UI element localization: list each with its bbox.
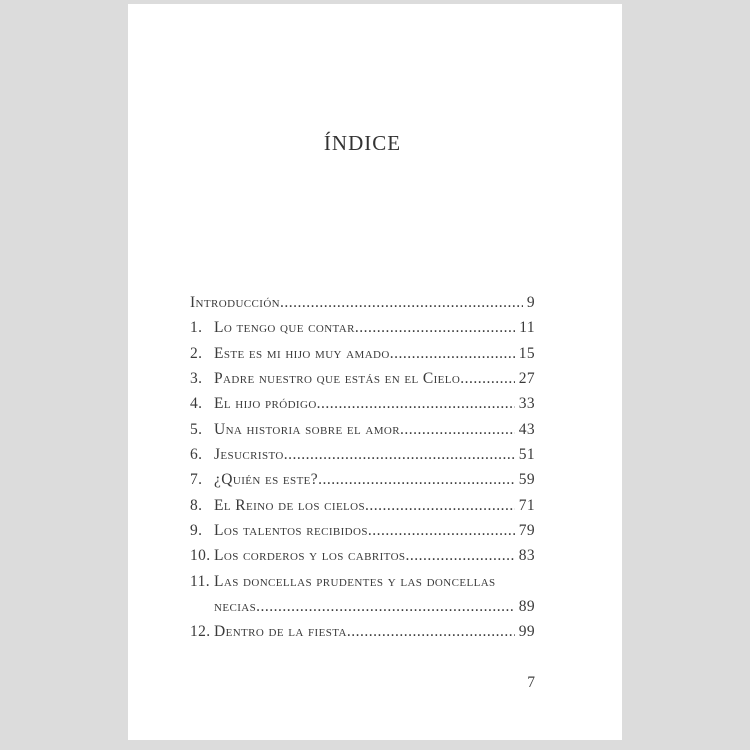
toc-entry-line	[214, 391, 535, 416]
toc-entry	[190, 467, 535, 492]
toc-entry-line	[214, 619, 535, 644]
toc-leader-dots	[347, 619, 515, 644]
toc-entry	[190, 417, 535, 442]
toc-entry-page: 43	[518, 420, 535, 438]
toc-entry-title: Los corderos y los cabritos	[214, 547, 406, 565]
toc-entry-title: Las doncellas prudentes y las doncellas	[214, 572, 496, 590]
toc-entry-body	[214, 366, 535, 391]
toc-entry-page: 15	[518, 344, 535, 362]
toc-entry-body	[214, 467, 535, 492]
toc-entry-title: El Reino de los cielos	[214, 496, 366, 514]
toc-leader-dots	[280, 290, 523, 315]
book-page	[128, 4, 622, 740]
toc-entry	[190, 619, 535, 644]
toc-leader-dots	[284, 442, 515, 467]
toc-entry-body	[214, 518, 535, 543]
toc-entry-page: 79	[518, 522, 535, 540]
toc-leader-dots	[355, 315, 515, 340]
toc-entry-body	[214, 543, 535, 568]
toc-entry-page: 27	[518, 370, 535, 388]
toc-entry-body	[214, 619, 535, 644]
toc-entry	[190, 543, 535, 568]
toc-entry-title: ¿Quién es este?	[214, 471, 319, 489]
toc-entry-number: 5.	[190, 420, 203, 438]
toc-entry-page: 71	[518, 496, 535, 514]
toc-entry-body	[214, 341, 535, 366]
toc-entry-line	[214, 417, 535, 442]
toc-entry	[190, 341, 535, 366]
toc-entry-number: 11.	[190, 572, 210, 590]
toc-entry-number: 2.	[190, 344, 203, 362]
toc-entry-line	[214, 366, 535, 391]
toc-entry-number: 12.	[190, 623, 211, 641]
toc-entry-title: Jesucristo	[214, 446, 284, 464]
page-number: 7	[527, 673, 535, 691]
toc-leader-dots	[460, 366, 514, 391]
toc-entry-line	[214, 543, 535, 568]
toc-entry-title: Una historia sobre el amor	[214, 420, 401, 438]
toc-entry-body	[214, 417, 535, 442]
table-of-contents	[190, 290, 535, 645]
toc-entry-body	[214, 391, 535, 416]
toc-entry	[190, 518, 535, 543]
toc-entry-line	[190, 290, 535, 315]
toc-leader-dots	[390, 341, 515, 366]
toc-leader-dots	[400, 417, 515, 442]
toc-entry-number: 7.	[190, 471, 203, 489]
toc-entry-number: 1.	[190, 319, 203, 337]
toc-entry-line	[214, 341, 535, 366]
toc-entry	[190, 493, 535, 518]
toc-entry	[190, 391, 535, 416]
toc-entry-page: 11	[519, 319, 535, 337]
toc-entry-number: 10.	[190, 547, 211, 565]
toc-entry-number: 4.	[190, 395, 203, 413]
toc-entry	[190, 366, 535, 391]
toc-entry-title: Padre nuestro que estás en el Cielo	[214, 370, 461, 388]
toc-entry-line	[214, 442, 535, 467]
toc-entry-body	[214, 315, 535, 340]
toc-entry-number: 9.	[190, 522, 203, 540]
toc-entry-body	[214, 442, 535, 467]
toc-entry-title: Dentro de la fiesta	[214, 623, 347, 641]
toc-leader-dots	[317, 391, 515, 416]
toc-leader-dots	[318, 467, 515, 492]
toc-entry-body	[214, 569, 535, 620]
toc-entry-page: 59	[518, 471, 535, 489]
toc-entry-number: 8.	[190, 496, 203, 514]
toc-entry-line	[214, 594, 535, 619]
toc-entry-page: 99	[518, 623, 535, 641]
toc-entry-title-continued: necias	[214, 598, 257, 616]
toc-entry-line	[214, 315, 535, 340]
toc-entry-page: 83	[518, 547, 535, 565]
toc-entry-title: Introducción	[190, 294, 281, 311]
toc-entry-line	[214, 493, 535, 518]
toc-leader-dots	[405, 543, 514, 568]
toc-entry-title: Este es mi hijo muy amado	[214, 344, 390, 362]
toc-entry-line	[214, 518, 535, 543]
toc-leader-dots	[256, 594, 515, 619]
toc-leader-dots	[365, 493, 515, 518]
toc-entry	[190, 290, 535, 315]
toc-entry-body	[190, 290, 535, 315]
toc-leader-dots	[368, 518, 515, 543]
toc-entry-number: 3.	[190, 370, 203, 388]
toc-entry-page: 9	[526, 294, 535, 311]
toc-entry-body	[214, 493, 535, 518]
toc-entry-title: El hijo pródigo	[214, 395, 317, 413]
toc-entry-page: 33	[518, 395, 535, 413]
toc-entry-line	[214, 569, 535, 594]
toc-entry-title: Lo tengo que contar	[214, 319, 355, 337]
toc-entry-page: 89	[518, 598, 535, 616]
toc-entry-line	[214, 467, 535, 492]
page-title: ÍNDICE	[323, 131, 402, 155]
toc-entry	[190, 569, 535, 620]
toc-entry-page: 51	[518, 446, 535, 464]
toc-entry	[190, 315, 535, 340]
toc-entry-title: Los talentos recibidos	[214, 522, 368, 540]
toc-entry	[190, 442, 535, 467]
toc-entry-number: 6.	[190, 446, 203, 464]
